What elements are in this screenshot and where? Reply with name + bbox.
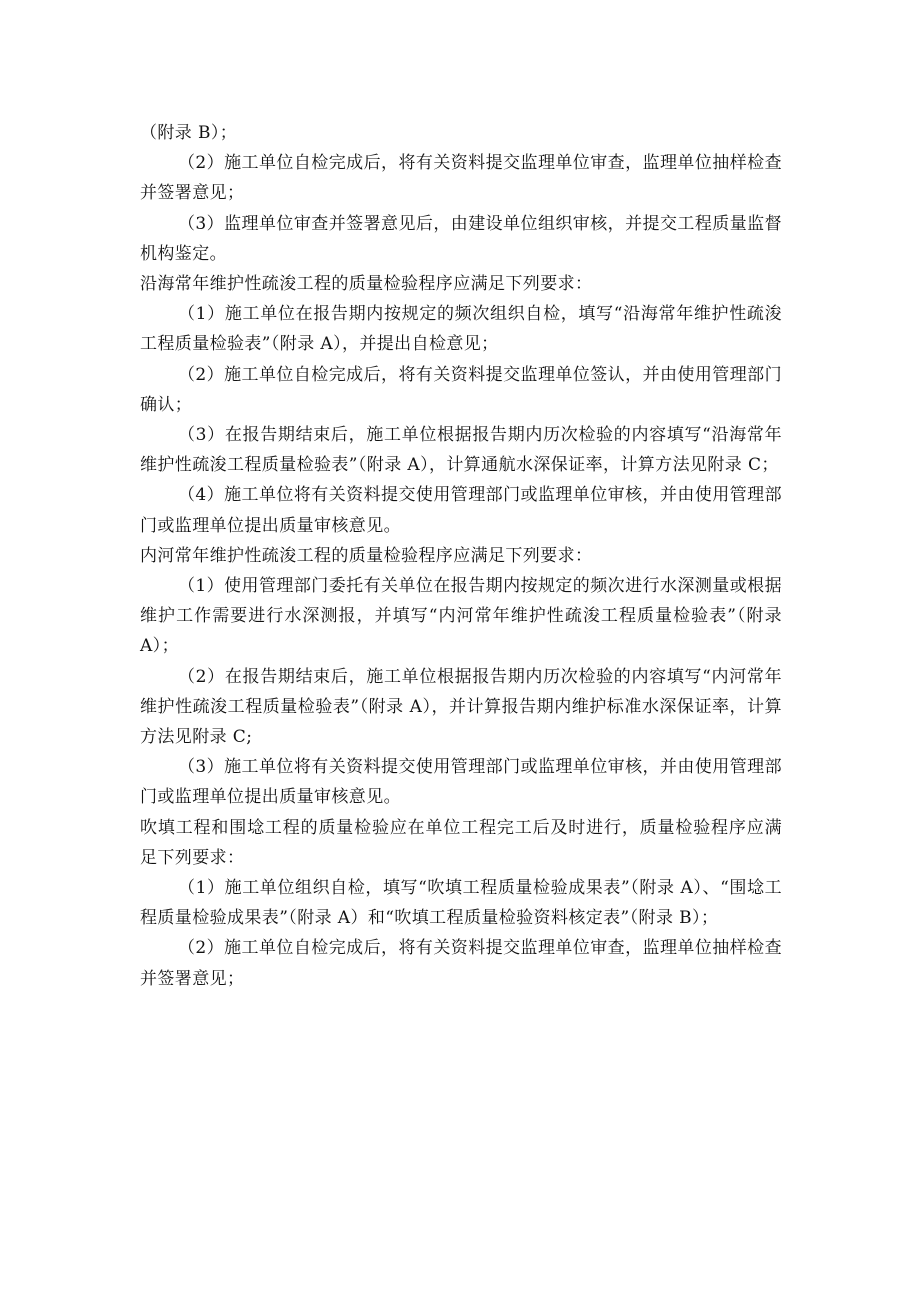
- list-item: （4）施工单位将有关资料提交使用管理部门或监理单位审核，并由使用管理部门或监理单位提出质量审核意见。: [140, 485, 782, 536]
- list-item: （3）在报告期结束后，施工单位根据报告期内历次检验的内容填写“沿海常年维护性疏浚工程质量检验表”（附录 A），计算通航水深保证率，计算方法见附录 C；: [140, 425, 782, 476]
- list-item: （2）在报告期结束后，施工单位根据报告期内历次检验的内容填写“内河常年维护性疏浚工程质量检验表”（附录 A），并计算报告期内维护标准水深保证率，计算方法见附录 C;: [140, 666, 782, 748]
- list-item: （1）施工单位在报告期内按规定的频次组织自检，填写“沿海常年维护性疏浚工程质量检验表”（附录 A），并提出自检意见；: [140, 304, 782, 355]
- list-item: （2）施工单位自检完成后，将有关资料提交监理单位审查，监理单位抽样检查并签署意见；: [140, 153, 782, 204]
- section-heading-reclamation: 吹填工程和围埝工程的质量检验应在单位工程完工后及时进行，质量检验程序应满足下列要求：: [140, 817, 782, 868]
- list-item: （1）施工单位组织自检，填写“吹填工程质量检验成果表”（附录 A）、“围埝工程质量检验成果表”（附录 A）和“吹填工程质量检验资料核定表”（附录 B）；: [140, 878, 782, 929]
- document-body: [140, 118, 782, 994]
- section-heading-inland: 内河常年维护性疏浚工程的质量检验程序应满足下列要求：: [140, 545, 593, 566]
- list-item: （3）监理单位审查并签署意见后，由建设单位组织审核，并提交工程质量监督机构鉴定。: [140, 213, 782, 264]
- section-heading-coastal: 沿海常年维护性疏浚工程的质量检验程序应满足下列要求：: [140, 274, 593, 295]
- list-item: （2）施工单位自检完成后，将有关资料提交监理单位审查，监理单位抽样检查并签署意见；: [140, 938, 782, 989]
- list-item: （1）使用管理部门委托有关单位在报告期内按规定的频次进行水深测量或根据维护工作需要进行水深测报，并填写“内河常年维护性疏浚工程质量检验表”（附录 A）；: [140, 576, 782, 657]
- paragraph-continuation: （附录 B）；: [140, 123, 238, 143]
- list-item: （2）施工单位自检完成后，将有关资料提交监理单位签认，并由使用管理部门确认；: [140, 364, 782, 415]
- list-item: （3）施工单位将有关资料提交使用管理部门或监理单位审核，并由使用管理部门或监理单位提出质量审核意见。: [140, 757, 782, 808]
